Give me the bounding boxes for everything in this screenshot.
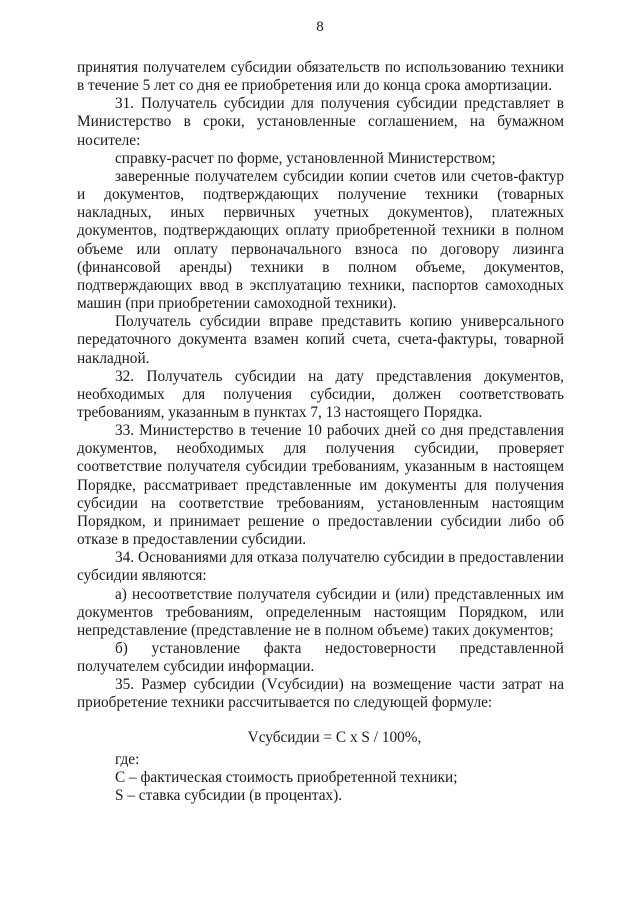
paragraph-34-a: а) несоответствие получателя субсидии и (или) представленных им документов требованиям, определенным настоящим Порядком, или непредставление (представление не в полном объеме) таких документов; [77, 585, 564, 639]
paragraph-33: 33. Министерство в течение 10 рабочих дней со дня представления документов, необходимых для получения субсидии, проверяет соответствие получателя субсидии требованиям, указанным в настоящем Порядке, рассматривает представленные им документы для получения субсидии на соответствие требованиям, установленным настоящим Порядком, и принимает решение о предоставлении субсидии либо об отказе в предоставлении субсидии. [77, 422, 564, 549]
formula-legend-s: S – ставка субсидии (в процентах). [115, 787, 343, 805]
formula-legend-c: C – фактическая стоимость приобретенной техники; [115, 768, 458, 786]
paragraph-31-item-2: заверенные получателем субсидии копии счетов или счетов-фактур и документов, подтверждающих получение техники (товарных накладных, иных первичных учетных документов), платежных документов, подтверждающих оплату приобретенной техники в полном объеме или оплату первоначального взноса по договору лизинга (финансовой аренды) техники в полном объеме, документов, подтверждающих ввод в эксплуатацию техники, паспортов самоходных машин (при приобретении самоходной техники). [77, 167, 564, 313]
document-body [77, 59, 564, 805]
paragraph-31-note: Получатель субсидии вправе представить копию универсального передаточного документа взамен копий счета, счета-фактуры, товарной накладной. [77, 313, 564, 367]
paragraph-34-b: б) установление факта недостоверности представленной получателем субсидии информации. [77, 640, 564, 676]
subsidy-formula: Vсубсидии = C x S / 100%, [247, 728, 422, 746]
page-number: 8 [316, 19, 324, 35]
paragraph-31-item-1: справку-расчет по форме, установленной Министерством; [115, 149, 496, 167]
paragraph-34: 34. Основаниями для отказа получателю субсидии в предоставлении субсидии являются: [77, 549, 564, 585]
paragraph-31: 31. Получатель субсидии для получения субсидии представляет в Министерство в сроки, установленные соглашением, на бумажном носителе: [77, 95, 564, 149]
paragraph-continuation: принятия получателем субсидии обязательств по использованию техники в течение 5 лет со дня ее приобретения или до конца срока амортизации. [77, 59, 564, 95]
paragraph-35: 35. Размер субсидии (Vсубсидии) на возмещение части затрат на приобретение техники рассчитывается по следующей формуле: [77, 676, 564, 712]
formula-legend-intro: где: [115, 750, 140, 768]
paragraph-32: 32. Получатель субсидии на дату представления документов, необходимых для получения субсидии, должен соответствовать требованиям, указанным в пунктах 7, 13 настоящего Порядка. [77, 367, 564, 421]
